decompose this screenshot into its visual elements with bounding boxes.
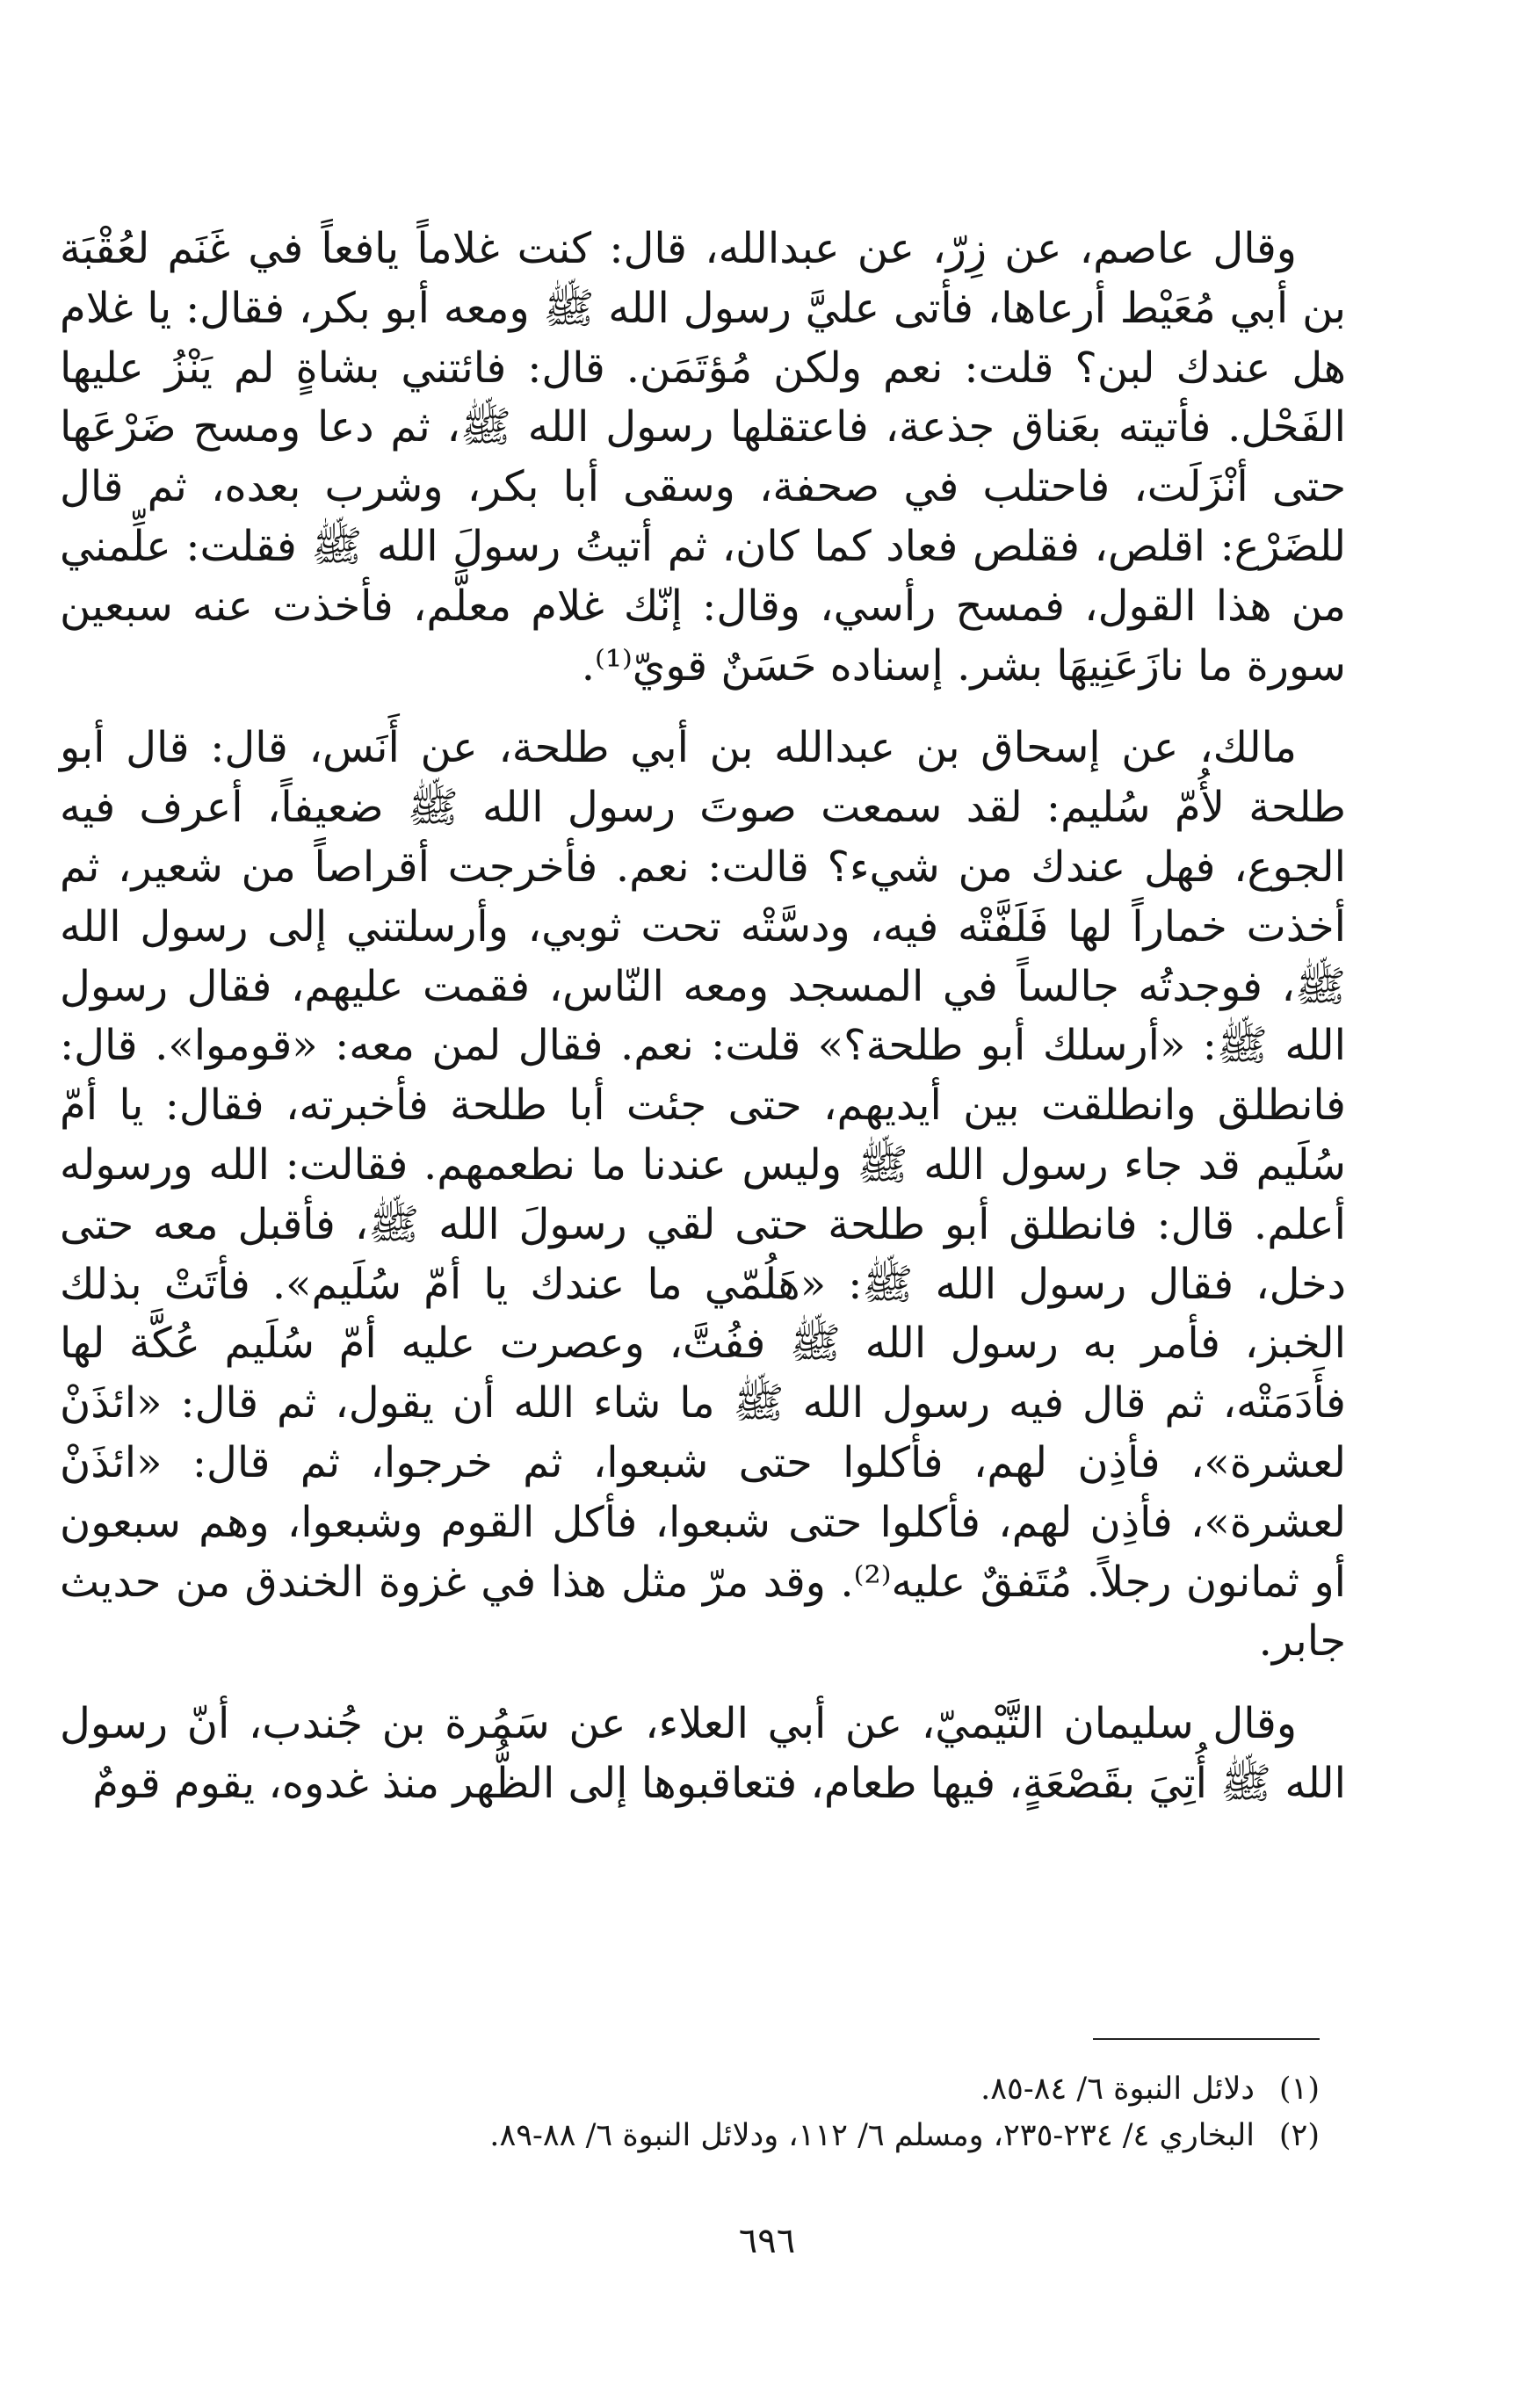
main-text	[60, 220, 1346, 1814]
footnote-text: دلائل النبوة ٦/ ٨٤-٨٥.	[980, 2072, 1255, 2107]
paragraph: وقال عاصم، عن زِرّ، عن عبدالله، قال: كنت غلاماً يافعاً في غَنَم لعُقْبَة بن أبي مُعَيْط أرعاها، فأتى عليَّ رسول الله ﷺ ومعه أبو بكر، فقال: يا غلام هل عندك لبن؟ قلت: نعم ولكن مُؤتَمَن. قال: فائتني بشاةٍ لم يَنْزُ عليها الفَحْل. فأتيته بعَناق جذعة، فاعتقلها رسول الله ﷺ، ثم دعا ومسح ضَرْعَها حتى أنْزَلَت، فاحتلب في صحفة، وسقى أبا بكر، وشرب بعده، ثم قال للضَرْع: اقلص، فقلص فعاد كما كان، ثم أتيتُ رسولَ الله ﷺ فقلت: علِّمني من هذا القول، فمسح رأسي، وقال: إنّك غلام معلَّم، فأخذت عنه سبعين سورة ما نازَعَنِيهَا بشر. إسناده حَسَنٌ قويّ⁽¹⁾.	[60, 224, 1346, 691]
footnote-number: (١)	[1278, 2072, 1320, 2107]
footnote-number: (٢)	[1278, 2118, 1320, 2153]
footnotes	[441, 2066, 1320, 2159]
footnote-divider	[1093, 2038, 1320, 2040]
footnote-text: البخاري ٤/ ٢٣٤-٢٣٥، ومسلم ٦/ ١١٢، ودلائل النبوة ٦/ ٨٨-٨٩.	[489, 2118, 1255, 2153]
paragraph: وقال سليمان التَّيْميّ، عن أبي العلاء، عن سَمُرة بن جُندب، أنّ رسول الله ﷺ أُتِيَ بقَصْعَةٍ، فيها طعام، فتعاقبوها إلى الظُّهر منذ غدوه، يقوم قومٌ	[60, 1699, 1346, 1808]
paragraph: مالك، عن إسحاق بن عبدالله بن أبي طلحة، عن أَنَس، قال: قال أبو طلحة لأُمّ سُليم: لقد سمعت صوتَ رسول الله ﷺ ضعيفاً، أعرف فيه الجوع، فهل عندك من شيء؟ قالت: نعم. فأخرجت أقراصاً من شعير، ثم أخذت خماراً لها فَلَفَّتْه فيه، ودسَّتْه تحت ثوبي، وأرسلتني إلى رسول الله ﷺ، فوجدتُه جالساً في المسجد ومعه النّاس، فقمت عليهم، فقال رسول الله ﷺ: «أرسلك أبو طلحة؟» قلت: نعم. فقال لمن معه: «قوموا». قال: فانطلق وانطلقت بين أيديهم، حتى جئت أبا طلحة فأخبرته، فقال: يا أمّ سُلَيم قد جاء رسول الله ﷺ وليس عندنا ما نطعمهم. فقالت: الله ورسوله أعلم. قال: فانطلق أبو طلحة حتى لقي رسولَ الله ﷺ، فأقبل معه حتى دخل، فقال رسول الله ﷺ: «هَلُمّي ما عندك يا أمّ سُلَيم». فأتَتْ بذلك الخبز، فأمر به رسول الله ﷺ ففُتَّ، وعصرت عليه أمّ سُلَيم عُكَّة لها فأَدَمَتْه، ثم قال فيه رسول الله ﷺ ما شاء الله أن يقول، ثم قال: «ائذَنْ لعشرة»، فأذِن لهم، فأكلوا حتى شبعوا، ثم خرجوا، ثم قال: «ائذَنْ لعشرة»، فأذِن لهم، فأكلوا حتى شبعوا، فأكل القوم وشبعوا، وهم سبعون أو ثمانون رجلاً. مُتَفقٌ عليه⁽²⁾. وقد مرّ مثل هذا في غزوة الخندق من حديث جابر.	[60, 723, 1347, 1667]
footnote	[441, 2113, 1320, 2159]
page-number: ٦٩٦	[738, 2221, 796, 2261]
footnote	[441, 2066, 1320, 2113]
